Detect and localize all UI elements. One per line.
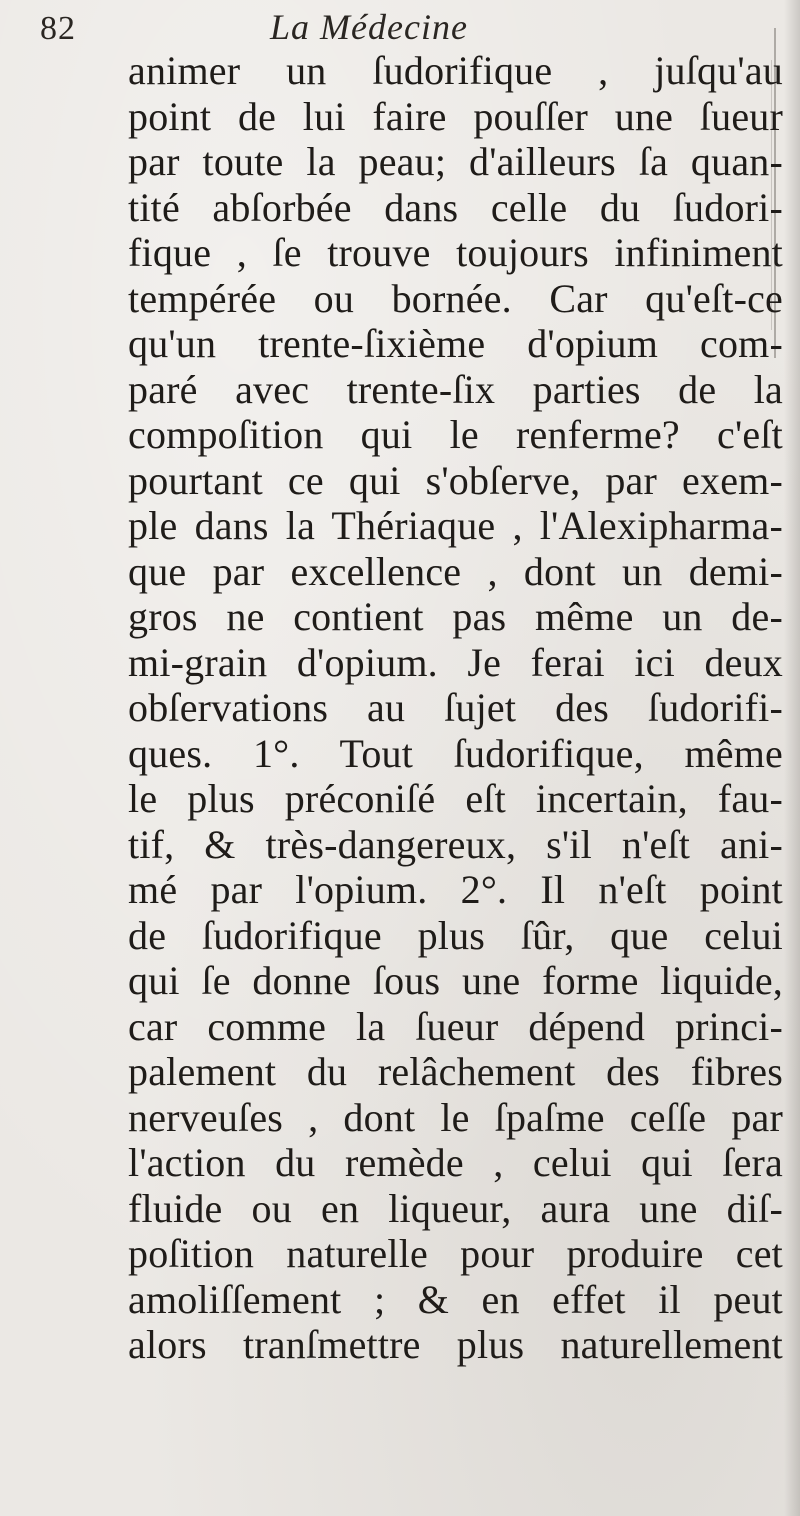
text-line: qui ſe donne ſous une forme liquide, <box>128 958 783 1003</box>
page-header <box>40 4 600 50</box>
text-line: fluide ou en liqueur, aura une diſ- <box>128 1185 783 1231</box>
text-line: obſervations au ſujet des ſudorifi- <box>128 685 783 730</box>
text-line: amoliſſement ; & en effet il peut <box>128 1276 783 1322</box>
text-line: car comme la ſueur dépend princi- <box>128 1003 783 1049</box>
text-line: ple dans la Thériaque , l'Alexipharma- <box>128 503 783 548</box>
text-line: nerveuſes , dont le ſpaſme ceſſe par <box>128 1094 783 1140</box>
text-line: tité abſorbée dans celle du ſudori- <box>128 184 783 230</box>
text-line: gros ne contient pas même un de- <box>128 594 783 639</box>
text-line: par toute la peau; d'ailleurs ſa quan- <box>128 139 783 184</box>
text-line: mé par l'opium. 2°. Il n'eſt point <box>128 867 783 912</box>
text-line: mi-grain d'opium. Je ferai ici deux <box>128 639 783 685</box>
text-line: poſition naturelle pour produire cet <box>128 1231 783 1276</box>
text-line: fique , ſe trouve toujours infiniment <box>128 230 783 275</box>
text-line: que par excellence , dont un demi- <box>128 548 783 594</box>
text-line: pourtant ce qui s'obſerve, par exem- <box>128 457 783 503</box>
text-line: tif, & très-dangereux, s'il n'eſt ani- <box>128 821 783 867</box>
page-edge-shadow <box>784 0 800 1516</box>
text-line: palement du relâchement des fibres <box>128 1049 783 1094</box>
text-line: l'action du remède , celui qui ſera <box>128 1140 783 1185</box>
text-line: qu'un trente-ſixième d'opium com- <box>128 321 783 366</box>
running-title: La Médecine <box>270 7 468 47</box>
text-line: de ſudorifique plus ſûr, que celui <box>128 912 783 958</box>
text-line: point de lui faire pouſſer une ſueur <box>128 93 783 139</box>
page-number: 82 <box>40 10 76 47</box>
body-text <box>128 48 783 1368</box>
text-line: le plus préconiſé eſt incertain, fau- <box>128 776 783 821</box>
text-line: ques. 1°. Tout ſudorifique, même <box>128 730 783 776</box>
text-line: animer un ſudorifique , juſqu'au <box>128 48 783 93</box>
text-line: tempérée ou bornée. Car qu'eſt-ce <box>128 275 783 321</box>
text-line: compoſition qui le renferme? c'eſt <box>128 412 783 457</box>
text-line: alors tranſmettre plus naturellement <box>128 1322 783 1367</box>
text-line: paré avec trente-ſix parties de la <box>128 366 783 412</box>
